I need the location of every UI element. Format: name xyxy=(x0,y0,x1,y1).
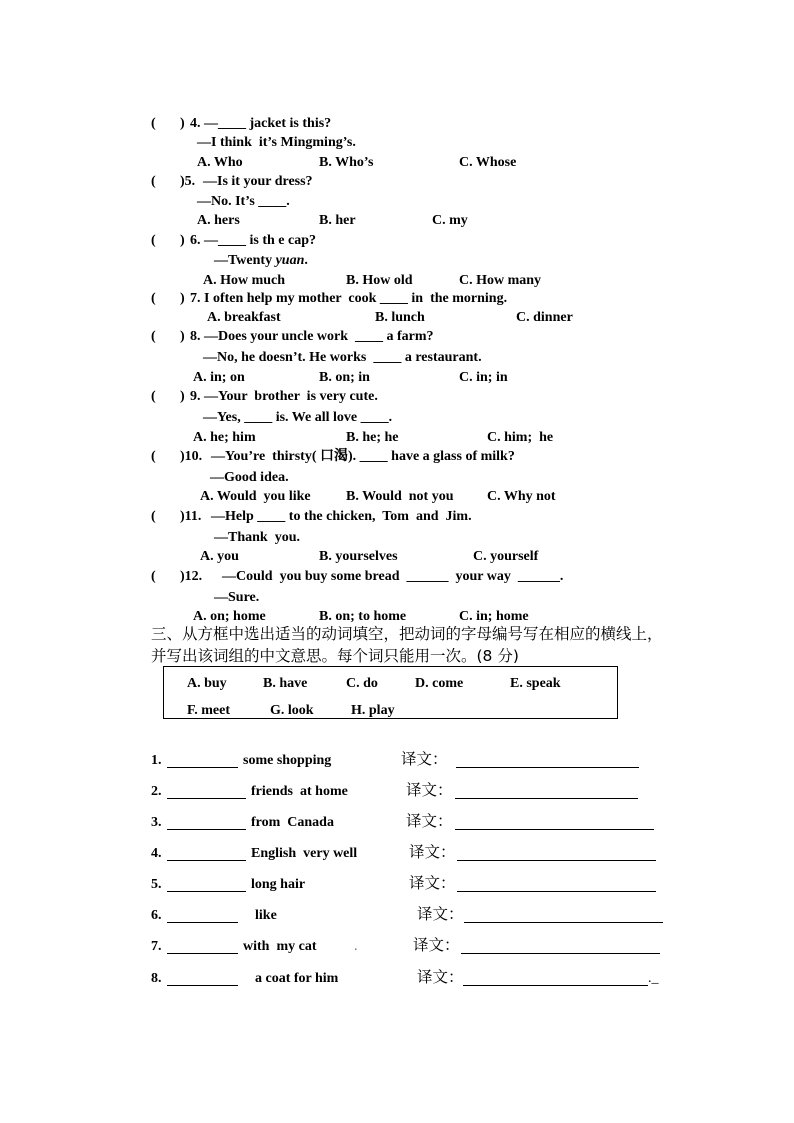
q6-answer xyxy=(214,253,308,269)
fill-8-text: a coat for him xyxy=(255,971,339,986)
q8-paren-close: ) xyxy=(180,329,185,344)
q8-option-c: C. in; in xyxy=(459,370,508,385)
q7-stem: 7. I often help my mother cook ____ in the morning. xyxy=(190,291,508,306)
q12-stem: —Could you buy some bread ______ your way ______. xyxy=(222,569,564,584)
fill-1-text: some shopping xyxy=(243,753,332,768)
q6-paren-close: ) xyxy=(180,233,185,248)
q4-paren-close: ) xyxy=(180,116,185,131)
q10-answer: —Good idea. xyxy=(210,470,289,485)
q11-option-b: B. yourselves xyxy=(319,549,398,564)
fill-3-label: 译文： xyxy=(406,812,453,830)
fill-1-number: 1. xyxy=(151,753,162,768)
fill-2-blank[interactable] xyxy=(167,798,246,799)
fill-1-translation-blank[interactable] xyxy=(456,767,639,768)
q12-option-c: C. in; home xyxy=(459,609,529,624)
fill-4-number: 4. xyxy=(151,846,162,861)
word-option-d: D. come xyxy=(415,676,464,691)
fill-7-blank[interactable] xyxy=(167,953,238,954)
q9-option-c: C. him; he xyxy=(487,430,554,445)
fill-3-blank[interactable] xyxy=(167,829,246,830)
q10-paren: ( xyxy=(151,449,156,464)
q10-option-a: A. Would you like xyxy=(200,489,311,504)
fill-7-translation-blank[interactable] xyxy=(461,953,660,954)
fill-6-blank[interactable] xyxy=(167,922,238,923)
q11-option-c: C. yourself xyxy=(473,549,539,564)
q11-paren: ( xyxy=(151,509,156,524)
fill-6-text: like xyxy=(255,908,277,923)
fill-4-translation-blank[interactable] xyxy=(457,860,656,861)
fill-6-translation-blank[interactable] xyxy=(464,922,663,923)
q5-paren-close: )5. xyxy=(180,174,196,189)
q7-paren-close: ) xyxy=(180,291,185,306)
word-option-h: H. play xyxy=(351,703,395,718)
q11-answer: —Thank you. xyxy=(214,530,300,545)
q5-paren: ( xyxy=(151,174,156,189)
q6-answer-italic: yuan xyxy=(275,253,305,268)
q9-option-a: A. he; him xyxy=(193,430,256,445)
q10-option-b: B. Would not you xyxy=(346,489,454,504)
q7-option-a: A. breakfast xyxy=(207,310,281,325)
q10-paren-close: )10. xyxy=(180,449,203,464)
q8-option-a: A. in; on xyxy=(193,370,245,385)
q10-option-c: C. Why not xyxy=(487,489,556,504)
q5-option-c: C. my xyxy=(432,213,468,228)
word-option-a: A. buy xyxy=(187,676,227,691)
fill-4-blank[interactable] xyxy=(167,860,246,861)
q10-stem: —You’re thirsty( 口渴). ____ have a glass of milk? xyxy=(211,449,515,464)
q6-option-c: C. How many xyxy=(459,273,542,288)
fill-2-label: 译文： xyxy=(406,781,453,799)
q4-paren: ( xyxy=(151,116,156,131)
q5-answer: —No. It’s ____. xyxy=(197,194,290,209)
q6-option-a: A. How much xyxy=(203,273,286,288)
fill-3-text: from Canada xyxy=(251,815,334,830)
q11-paren-close: )11. xyxy=(180,509,202,524)
q5-option-b: B. her xyxy=(319,213,356,228)
fill-7-label: 译文： xyxy=(413,936,460,954)
q8-stem: 8. —Does your uncle work ____ a farm? xyxy=(190,329,434,344)
q8-option-b: B. on; in xyxy=(319,370,370,385)
q4-option-b: B. Who’s xyxy=(319,155,374,170)
fill-2-text: friends at home xyxy=(251,784,348,799)
q7-option-b: B. lunch xyxy=(375,310,425,325)
fill-5-label: 译文： xyxy=(409,874,456,892)
fill-1-blank[interactable] xyxy=(167,767,238,768)
fill-5-text: long hair xyxy=(251,877,306,892)
q11-stem: —Help ____ to the chicken, Tom and Jim. xyxy=(211,509,472,524)
q4-option-a: A. Who xyxy=(197,155,243,170)
fill-7-dot: . xyxy=(354,939,358,954)
q6-paren: ( xyxy=(151,233,156,248)
q6-stem: 6. —____ is th e cap? xyxy=(190,233,316,248)
q9-stem: 9. —Your brother is very cute. xyxy=(190,389,378,404)
section3-instruction-line2: 并写出该词组的中文意思。每个词只能用一次。(8 分) xyxy=(151,647,519,665)
fill-8-blank[interactable] xyxy=(167,985,238,986)
q12-paren-close: )12. xyxy=(180,569,203,584)
fill-1-label: 译文： xyxy=(401,750,448,768)
fill-5-translation-blank[interactable] xyxy=(457,891,656,892)
q4-answer: —I think it’s Mingming’s. xyxy=(197,135,356,150)
fill-3-translation-blank[interactable] xyxy=(455,829,654,830)
q9-answer: —Yes, ____ is. We all love ____. xyxy=(203,410,393,425)
q12-paren: ( xyxy=(151,569,156,584)
fill-6-number: 6. xyxy=(151,908,162,923)
section3-instruction-line1: 三、从方框中选出适当的动词填空，把动词的字母编号写在相应的横线上， xyxy=(151,625,663,643)
word-option-g: G. look xyxy=(270,703,314,718)
q5-option-a: A. hers xyxy=(197,213,240,228)
fill-8-translation-blank[interactable] xyxy=(463,985,648,986)
q9-paren-close: ) xyxy=(180,389,185,404)
q8-answer: —No, he doesn’t. He works ____ a restaurant. xyxy=(203,350,482,365)
q6-option-b: B. How old xyxy=(346,273,413,288)
fill-2-translation-blank[interactable] xyxy=(455,798,638,799)
fill-4-label: 译文： xyxy=(409,843,456,861)
fill-3-number: 3. xyxy=(151,815,162,830)
q12-option-b: B. on; to home xyxy=(319,609,407,624)
fill-6-label: 译文： xyxy=(417,905,464,923)
q12-answer: —Sure. xyxy=(214,590,260,605)
q9-paren: ( xyxy=(151,389,156,404)
word-option-b: B. have xyxy=(263,676,308,691)
q6-answer-post: . xyxy=(304,253,308,268)
fill-8-tail: ._ xyxy=(648,971,659,986)
q4-stem: 4. —____ jacket is this? xyxy=(190,116,332,131)
fill-8-number: 8. xyxy=(151,971,162,986)
fill-5-blank[interactable] xyxy=(167,891,246,892)
q9-option-b: B. he; he xyxy=(346,430,399,445)
word-option-e: E. speak xyxy=(510,676,561,691)
q7-paren: ( xyxy=(151,291,156,306)
q4-option-c: C. Whose xyxy=(459,155,517,170)
word-option-c: C. do xyxy=(346,676,378,691)
q11-option-a: A. you xyxy=(200,549,239,564)
fill-4-text: English very well xyxy=(251,846,358,861)
q5-stem: —Is it your dress? xyxy=(203,174,313,189)
fill-5-number: 5. xyxy=(151,877,162,892)
q7-option-c: C. dinner xyxy=(516,310,573,325)
fill-7-text: with my cat xyxy=(243,939,317,954)
fill-7-number: 7. xyxy=(151,939,162,954)
q8-paren: ( xyxy=(151,329,156,344)
q6-answer-pre: —Twenty xyxy=(214,253,276,268)
word-option-f: F. meet xyxy=(187,703,231,718)
fill-8-label: 译文： xyxy=(417,968,464,986)
q12-option-a: A. on; home xyxy=(193,609,266,624)
fill-2-number: 2. xyxy=(151,784,162,799)
